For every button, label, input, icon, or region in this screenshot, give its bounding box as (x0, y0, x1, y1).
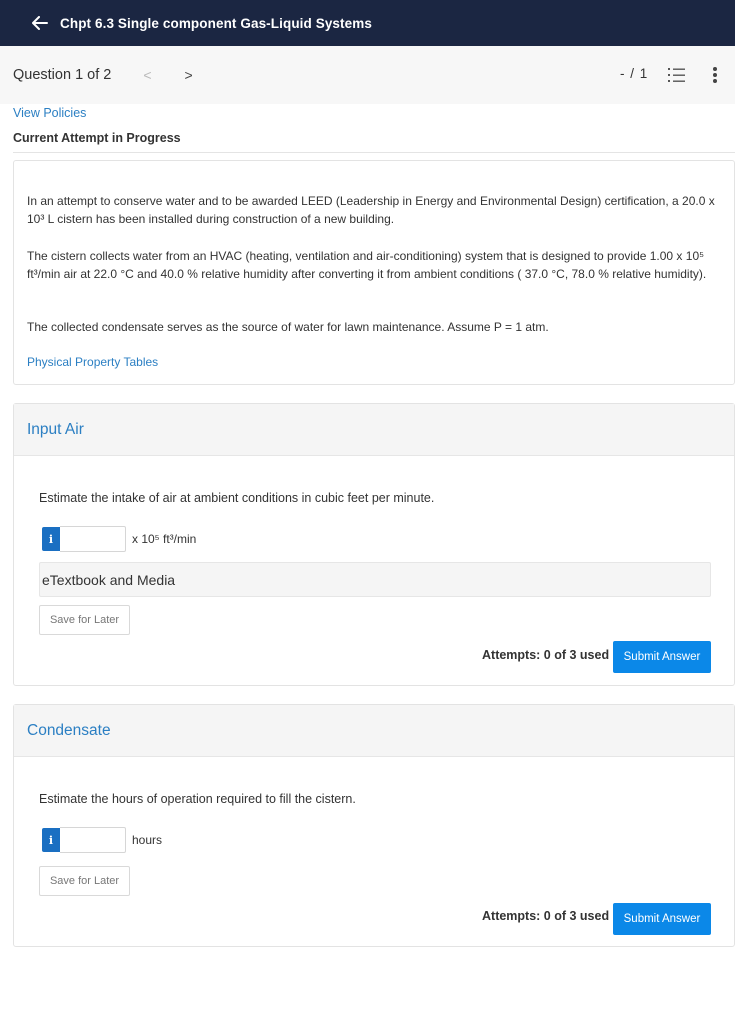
etextbook-media-panel[interactable]: eTextbook and Media (39, 562, 711, 597)
answer-unit: hours (132, 833, 163, 847)
physical-property-tables-link[interactable]: Physical Property Tables (27, 355, 159, 369)
question-nav (0, 46, 735, 104)
part-header (14, 705, 734, 757)
answer-unit: x 10⁵ ft³/min (132, 532, 197, 546)
divider (13, 152, 735, 153)
part-title: Input Air (27, 421, 84, 438)
attempts-counter: Attempts: 0 of 3 used (482, 909, 610, 923)
question-paragraph-2: The cistern collects water from an HVAC (heating, ventilation and air-conditioning) system that is designed to provide 1.00 x 10⁵ ft³/min air at 22.0 °C and 40.0 % relative humidity after converting it from ambient conditions ( 37.0 °C, 78.0 % relative humidity). (27, 249, 707, 281)
chapter-title: Chpt 6.3 Single component Gas-Liquid Systems (60, 15, 372, 31)
more-vertical-icon[interactable] (712, 66, 718, 84)
info-icon[interactable]: i (42, 527, 60, 551)
attempt-status: Current Attempt in Progress (13, 131, 181, 145)
part-input-air (13, 403, 735, 686)
answer-input[interactable] (60, 827, 126, 853)
question-paragraph-3: The collected condensate serves as the source of water for lawn maintenance. Assume P = 1 atm. (27, 320, 549, 334)
save-for-later-button[interactable]: Save for Later (39, 866, 130, 896)
submit-answer-button[interactable]: Submit Answer (613, 641, 711, 673)
part-header (14, 404, 734, 456)
top-bar (0, 0, 735, 46)
next-question-button[interactable]: > (184, 67, 193, 83)
part-title: Condensate (27, 722, 111, 739)
part-prompt: Estimate the intake of air at ambient conditions in cubic feet per minute. (39, 491, 435, 505)
score-display: - / 1 (620, 66, 649, 81)
previous-question-button[interactable]: < (143, 67, 152, 83)
save-for-later-button[interactable]: Save for Later (39, 605, 130, 635)
arrow-left-icon[interactable] (30, 13, 50, 33)
question-card (13, 160, 735, 385)
info-icon[interactable]: i (42, 828, 60, 852)
view-policies-link[interactable]: View Policies (13, 106, 87, 120)
attempts-counter: Attempts: 0 of 3 used (482, 648, 610, 662)
question-count: Question 1 of 2 (13, 67, 112, 83)
question-paragraph-1: In an attempt to conserve water and to be awarded LEED (Leadership in Energy and Environmental Design) certification, a 20.0 x 10³ L cistern has been installed during construction of a new building. (27, 194, 715, 226)
list-icon[interactable] (668, 66, 686, 84)
submit-answer-button[interactable]: Submit Answer (613, 903, 711, 935)
part-condensate (13, 704, 735, 947)
part-prompt: Estimate the hours of operation required to fill the cistern. (39, 792, 356, 806)
answer-input[interactable] (60, 526, 126, 552)
